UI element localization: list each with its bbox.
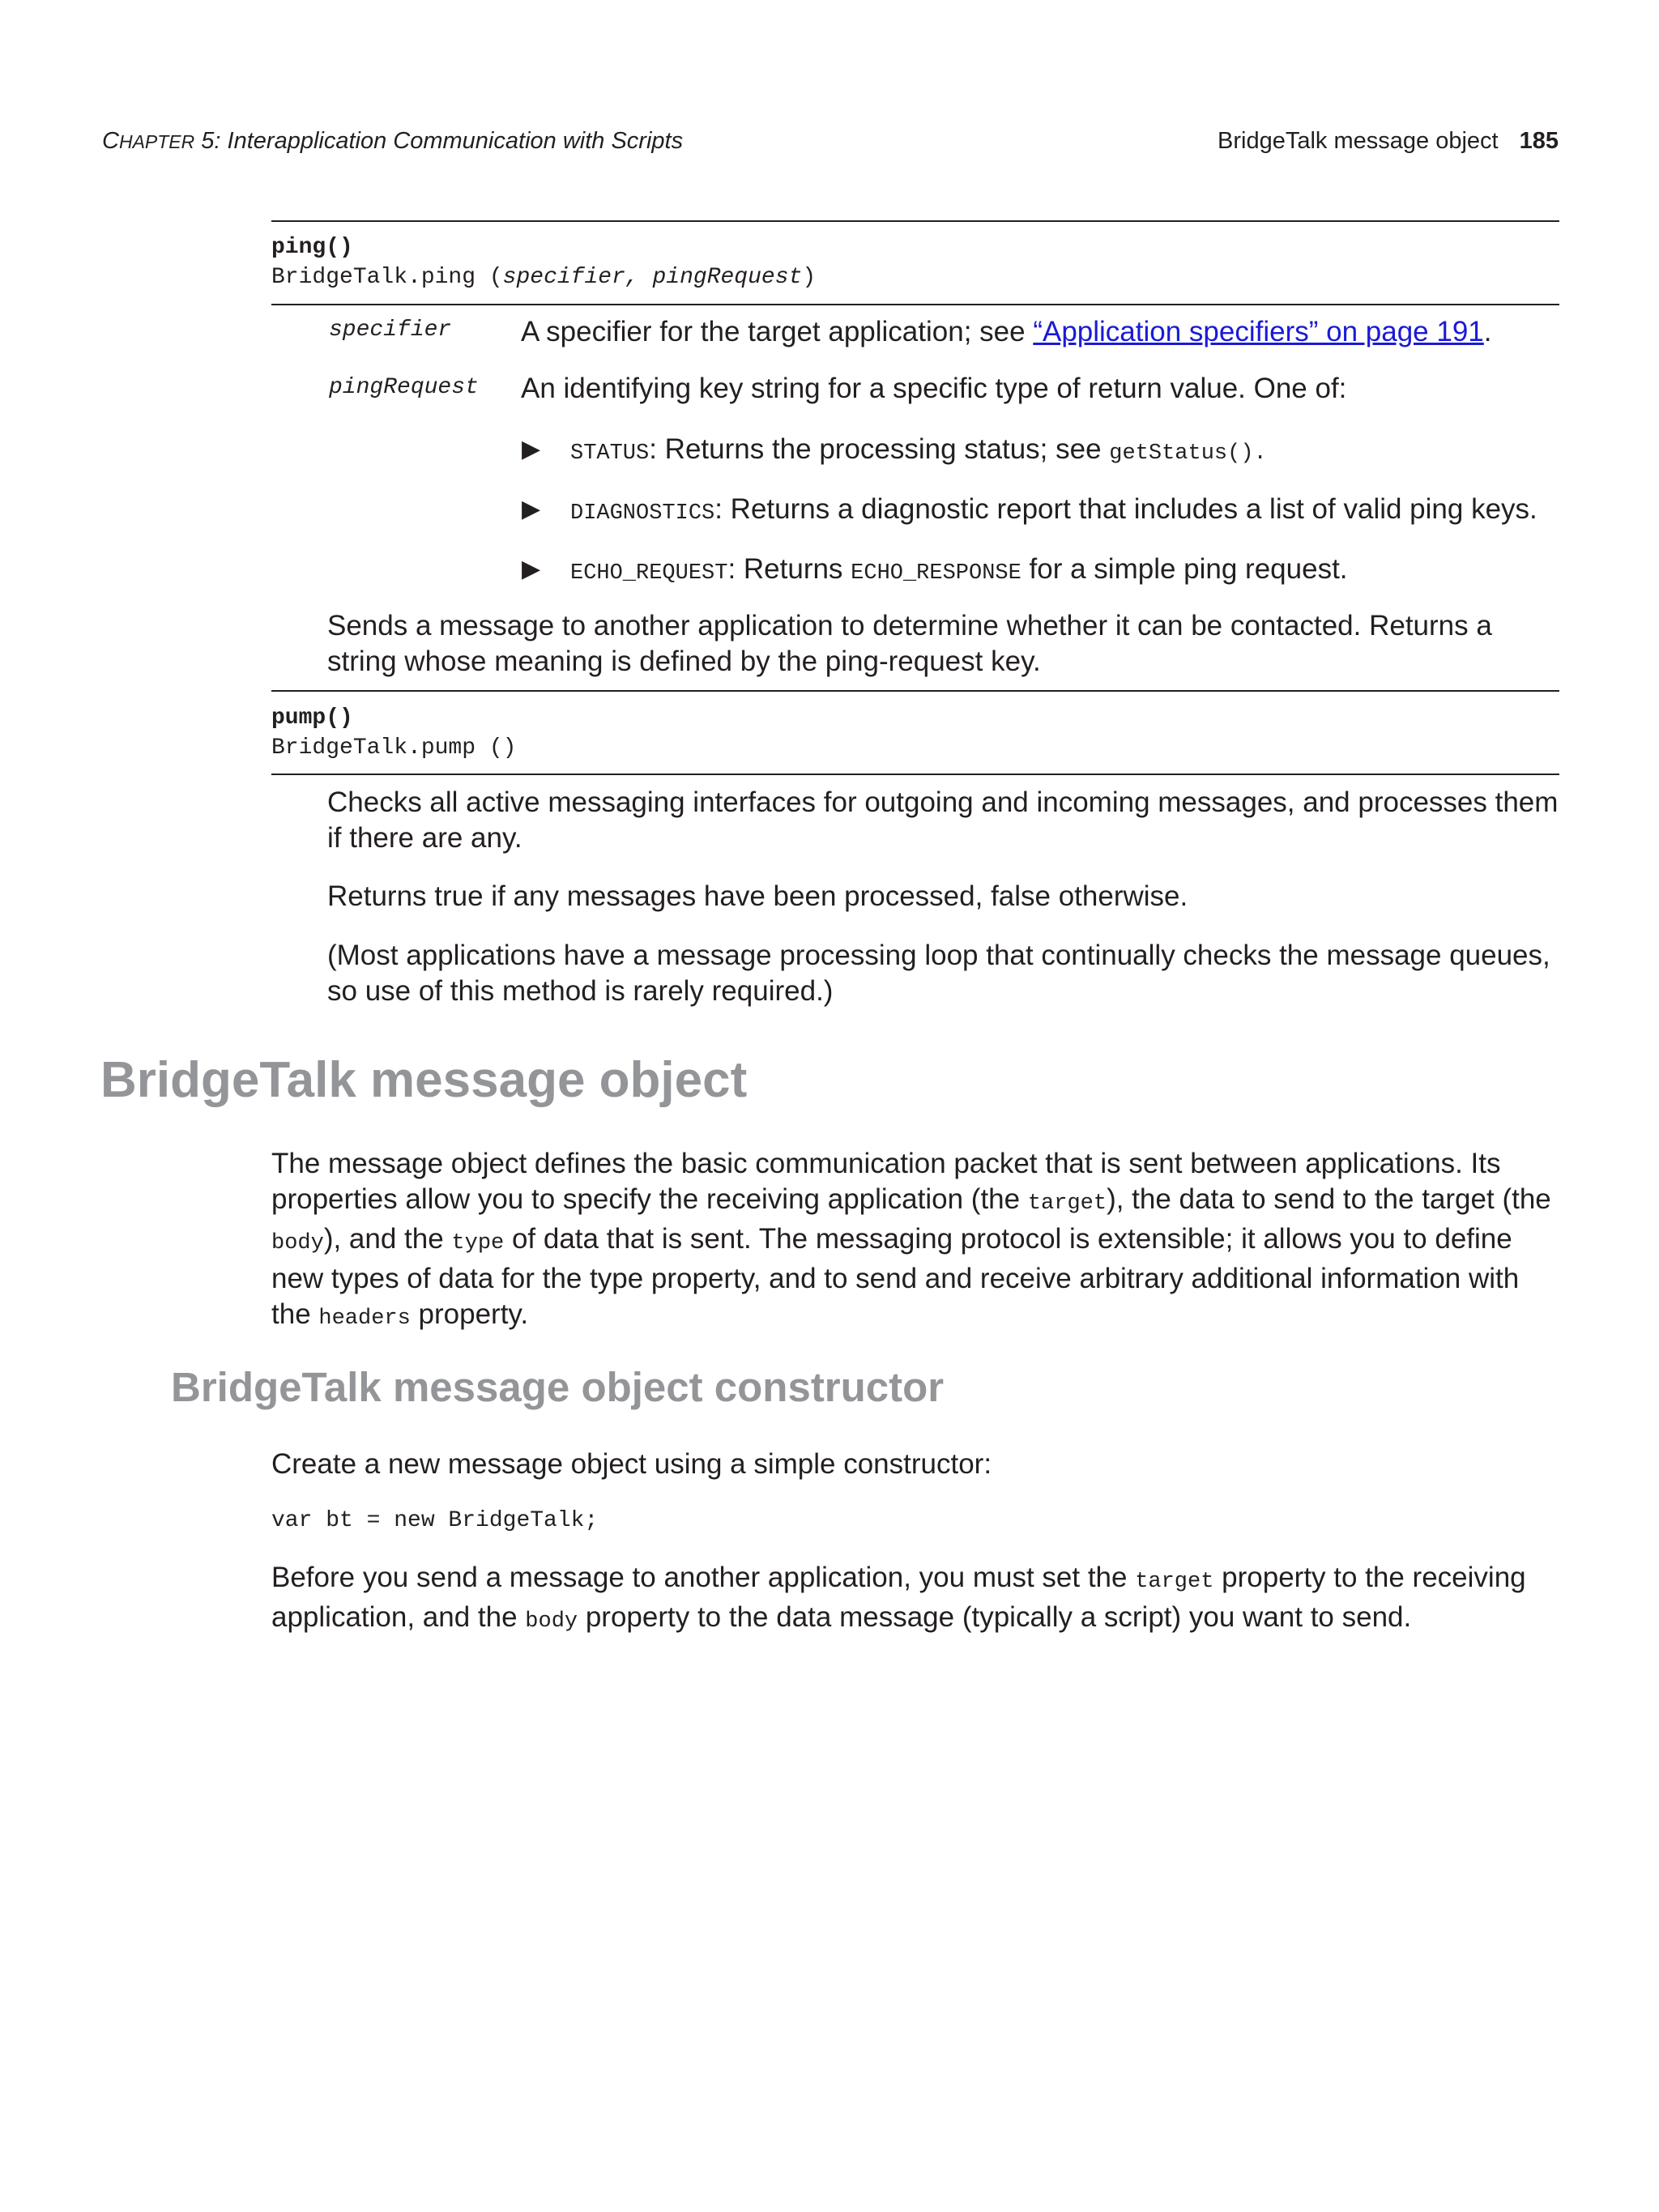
- text-run: of data that is sent. The messaging protocol is extensible; it allows you to define new types of data for the type property, and to send and receive arbitrary additional information with the: [271, 1223, 1520, 1330]
- constructor-intro: Create a new message object using a simple constructor:: [271, 1448, 992, 1480]
- pump-method-name: pump(): [271, 705, 353, 731]
- text-run: The message object defines the basic communication packet that is sent between applications. Its properties allow you to specify the receiving application (the: [271, 1148, 1501, 1215]
- text-run: ), and the: [323, 1223, 452, 1255]
- constructor-paragraph: [271, 1560, 1559, 1639]
- inline-code: type: [451, 1231, 505, 1255]
- specifier-desc-after: .: [1483, 316, 1492, 347]
- inline-code: headers: [318, 1306, 411, 1331]
- inline-code: body: [525, 1609, 578, 1634]
- pump-paragraph: Checks all active messaging interfaces for outgoing and incoming messages, and processes them if there are any.: [327, 786, 1559, 854]
- page-number: 185: [1519, 128, 1559, 154]
- option-text-2: for a simple ping request.: [1021, 553, 1348, 585]
- chapter-prefix: C: [102, 128, 119, 154]
- ping-signature: [271, 263, 816, 292]
- inline-code: target: [1027, 1191, 1107, 1216]
- param-specifier-name: specifier: [329, 318, 452, 343]
- text-run: Before you send a message to another application, you must set the: [271, 1562, 1136, 1593]
- section-title: BridgeTalk message object: [1218, 128, 1499, 154]
- application-specifiers-link[interactable]: “Application specifiers” on page 191: [1033, 316, 1484, 347]
- option-code: ECHO_REQUEST: [570, 561, 728, 586]
- chapter-rest: 5: Interapplication Communication with Scripts: [194, 128, 684, 154]
- text-run: ), the data to send to the target (the: [1107, 1183, 1551, 1215]
- ping-call-args: specifier, pingRequest: [502, 265, 803, 290]
- option-text: : Returns a diagnostic report that includes a list of valid ping keys.: [714, 493, 1537, 525]
- subsection-heading: BridgeTalk message object constructor: [171, 1364, 945, 1410]
- constructor-code: var bt = new BridgeTalk;: [271, 1508, 599, 1533]
- text-run: property.: [410, 1298, 529, 1330]
- message-object-paragraph: [271, 1146, 1559, 1336]
- chapter-header: [102, 128, 683, 155]
- bullet-triangle-icon: ▶: [522, 436, 541, 462]
- option-diagnostics: [570, 492, 1537, 531]
- rule-ping-signature: [271, 304, 1559, 305]
- ping-call-prefix: BridgeTalk.ping (: [271, 265, 503, 290]
- option-code: DIAGNOSTICS: [570, 501, 715, 526]
- option-echo-request: [570, 552, 1348, 591]
- param-pingrequest-desc: An identifying key string for a specific type of return value. One of:: [521, 373, 1347, 404]
- ping-call-suffix: ): [802, 265, 817, 290]
- rule-top-ping: [271, 220, 1559, 222]
- option-code-2: ECHO_RESPONSE: [851, 561, 1021, 586]
- option-text: : Returns: [727, 553, 851, 585]
- bullet-triangle-icon: ▶: [522, 556, 541, 582]
- ping-description: Sends a message to another application to determine whether it can be contacted. Returns a string whose meaning is defined by the ping-request key.: [327, 610, 1492, 677]
- chapter-smallcaps: HAPTER: [118, 131, 195, 152]
- section-heading: BridgeTalk message object: [100, 1052, 748, 1108]
- option-text: : Returns the processing status; see: [649, 433, 1110, 465]
- param-pingrequest-name: pingRequest: [329, 375, 479, 400]
- inline-code: target: [1135, 1570, 1214, 1594]
- section-header: [1218, 128, 1559, 155]
- param-specifier-desc: [521, 314, 1559, 350]
- text-run: property to the data message (typically a script) you want to send.: [578, 1601, 1412, 1633]
- pump-signature: BridgeTalk.pump (): [271, 735, 517, 761]
- option-code-2: getStatus().: [1109, 441, 1267, 466]
- inline-code: body: [271, 1231, 324, 1255]
- specifier-desc-before: A specifier for the target application; see: [521, 316, 1034, 347]
- rule-pump-signature: [271, 774, 1559, 775]
- ping-method-name: ping(): [271, 235, 353, 260]
- pump-paragraph: (Most applications have a message processing loop that continually checks the message queues, so use of this method is rarely required.): [327, 940, 1550, 1007]
- rule-top-pump: [271, 690, 1559, 692]
- pump-paragraph: Returns true if any messages have been processed, false otherwise.: [327, 880, 1188, 912]
- option-status: [570, 432, 1267, 471]
- bullet-triangle-icon: ▶: [522, 496, 541, 522]
- option-code: STATUS: [570, 441, 650, 466]
- text-run: property to the receiving application, and the: [271, 1562, 1526, 1633]
